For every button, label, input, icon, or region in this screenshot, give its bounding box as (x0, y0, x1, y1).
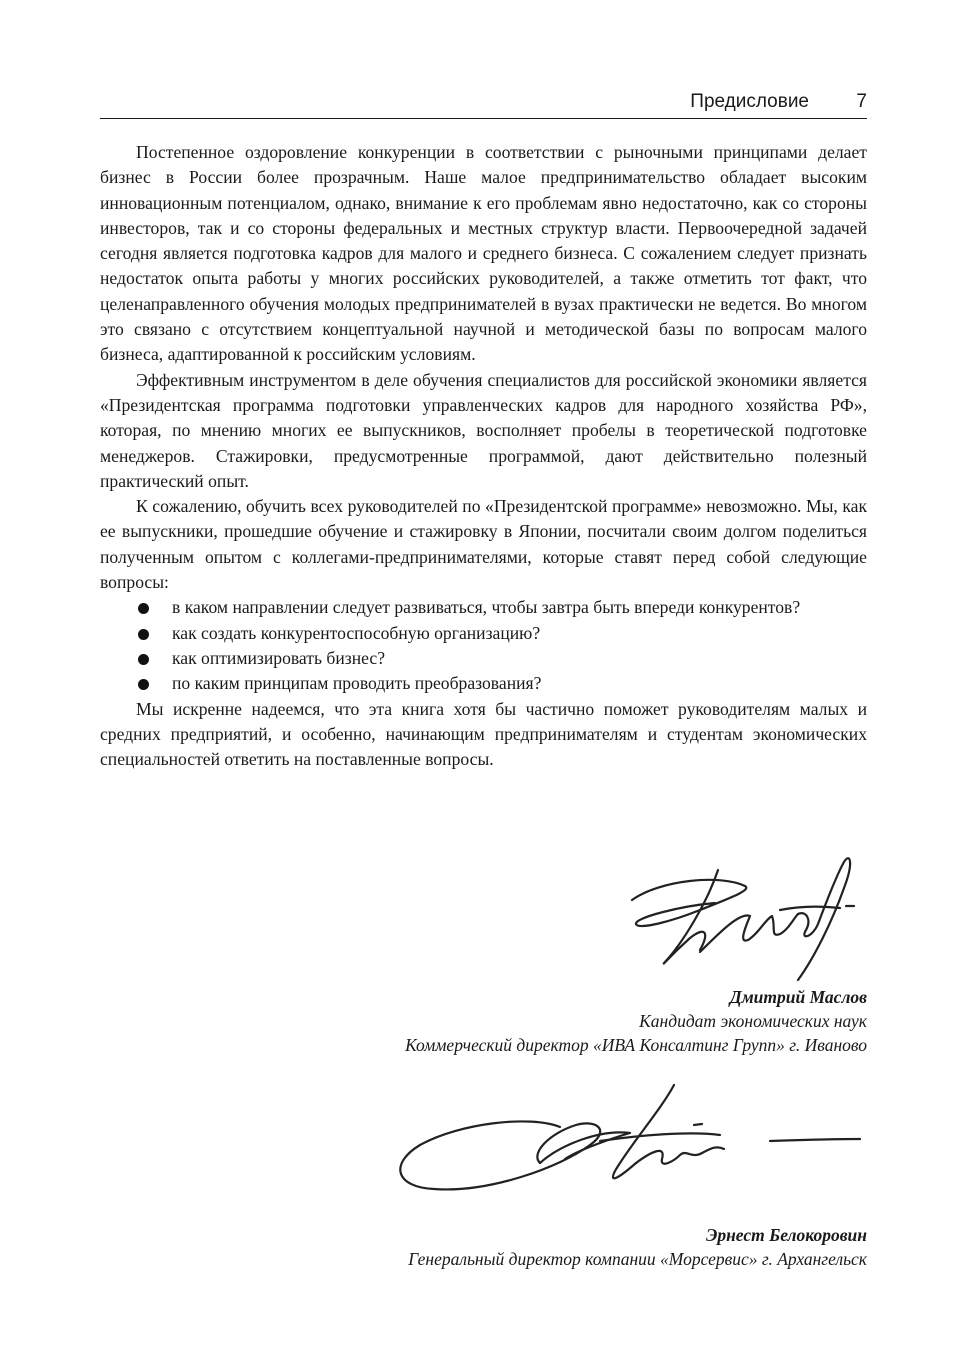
closing-paragraph: Мы искренне надеемся, что эта книга хотя бы частично поможет руководителям малых и средних предприятий, и особенно, начинающим предпринимателям и студентам экономических специальностей ответить на поставленные вопросы. (100, 698, 867, 770)
section-title: Предисловие (690, 91, 809, 112)
author-position: Генеральный директор компании «Морсервис» г. Архангельск (408, 1249, 867, 1269)
signature-2-image (390, 1075, 870, 1210)
author-1 (405, 985, 867, 1057)
question-list (100, 595, 867, 696)
paragraph: К сожалению, обучить всех руководителей по «Президентской программе» невозможно. Мы, как ее выпускники, прошедшие обучение и стажировку в Японии, посчитали своим долгом поделиться полученным опытом с коллегами-предпринимателями, которые ставят перед собой следующие вопросы: (100, 496, 867, 593)
paragraph: Постепенное оздоровление конкуренции в соответствии с рыночными принципами делает бизнес в России более прозрачным. Наше малое предпринимательство обладает высоким инновационным потенциалом, однако, внимание к его проблемам явно недостаточно, как со стороны инвесторов, так и со стороны федеральных и местных структур власти. Первоочередной задачей сегодня является подготовка кадров для малого и среднего бизнеса. С сожалением следует признать недостаток опыта работы у многих российских руководителей, а также отметить тот факт, что целенаправленного обучения молодых предпринимателей в вузах практически не ведется. Во многом это связано с отсутствием концептуальной научной и методической базы по вопросам малого бизнеса, адаптированной к российским условиям. (100, 142, 867, 365)
list-item: как создать конкурентоспособную организацию? (100, 621, 867, 646)
running-header (100, 88, 867, 119)
page-number: 7 (856, 91, 867, 112)
author-position: Коммерческий директор «ИВА Консалтинг Групп» г. Иваново (405, 1035, 867, 1055)
signature-1-image (600, 840, 870, 990)
list-item: по каким принципам проводить преобразования? (100, 671, 867, 696)
author-name: Дмитрий Маслов (729, 987, 867, 1007)
author-2 (408, 1223, 867, 1271)
preface-body (100, 140, 867, 772)
list-item: в каком направлении следует развиваться, чтобы завтра быть впереди конкурентов? (100, 595, 867, 620)
list-item: как оптимизировать бизнес? (100, 646, 867, 671)
paragraph: Эффективным инструментом в деле обучения специалистов для российской экономики является «Президентская программа подготовки управленческих кадров для народного хозяйства РФ», которая, по мнению многих ее выпускников, восполняет пробелы в теоретической подготовке менеджеров. Стажировки, предусмотренные программой, дают действительно полезный практический опыт. (100, 369, 867, 491)
author-title: Кандидат экономических наук (639, 1011, 867, 1031)
author-name: Эрнест Белокоровин (705, 1225, 867, 1245)
